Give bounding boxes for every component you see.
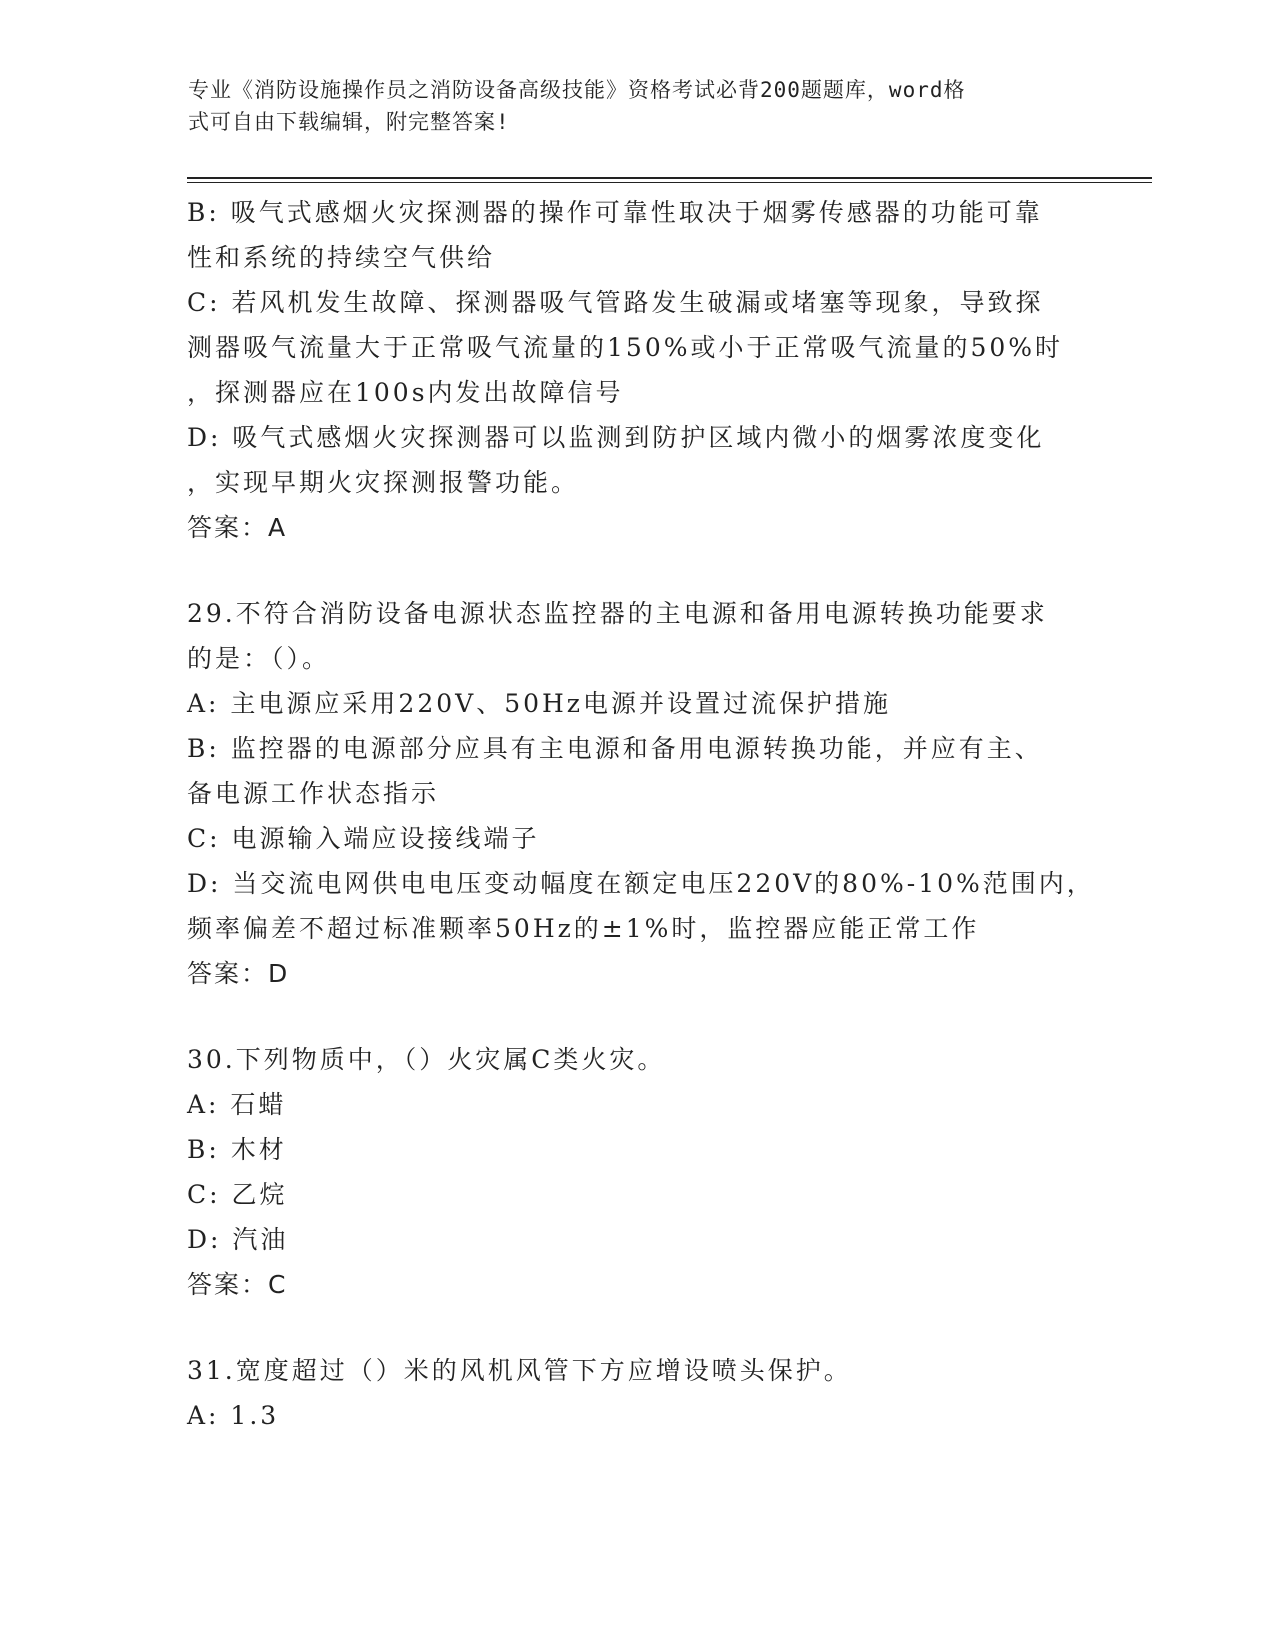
header-divider-thick (187, 177, 1152, 179)
question-content (187, 190, 1095, 1438)
q28-option-d-line-2: ，实现早期火灾探测报警功能。 (187, 468, 580, 497)
q31-stem: 31.宽度超过（）米的风机风管下方应增设喷头保护。 (187, 1356, 852, 1385)
q28-option-c-line-1: C: 若风机发生故障、探测器吸气管路发生破漏或堵塞等现象，导致探 (187, 288, 1044, 317)
q28-option-c-line-2: 测器吸气流量大于正常吸气流量的150%或小于正常吸气流量的50%时 (187, 333, 1064, 362)
q29-option-c: C: 电源输入端应设接线端子 (187, 824, 540, 853)
q28-option-d-line-1: D: 吸气式感烟火灾探测器可以监测到防护区域内微小的烟雾浓度变化 (187, 423, 1045, 452)
q29-option-d-line-2: 频率偏差不超过标准颗率50Hz的±1%时，监控器应能正常工作 (187, 914, 980, 943)
q30-answer: 答案：C (187, 1270, 288, 1299)
spacer (187, 550, 1087, 591)
q30-stem: 30.下列物质中，（）火灾属C类火灾。 (187, 1045, 666, 1074)
q29-answer: 答案：D (187, 959, 290, 988)
q29-option-b-line-1: B: 监控器的电源部分应具有主电源和备用电源转换功能，并应有主、 (187, 734, 1043, 763)
document-header (188, 74, 1068, 138)
q28-option-b-line-1: B: 吸气式感烟火灾探测器的操作可靠性取决于烟雾传感器的功能可靠 (187, 198, 1043, 227)
question-30-block (187, 1037, 1087, 1307)
header-line-2: 式可自由下载编辑，附完整答案! (188, 110, 510, 134)
q29-option-b-line-2: 备电源工作状态指示 (187, 779, 440, 808)
question-31-block (187, 1348, 1087, 1438)
spacer (187, 996, 1087, 1037)
q28-answer: 答案：A (187, 513, 288, 542)
q29-stem-line-1: 29.不符合消防设备电源状态监控器的主电源和备用电源转换功能要求 (187, 599, 1048, 628)
header-divider-thin (187, 182, 1152, 183)
q29-stem-line-2: 的是：（）。 (187, 644, 331, 673)
q28-option-c-line-3: ，探测器应在100s内发出故障信号 (187, 378, 624, 407)
q31-option-a: A: 1.3 (187, 1401, 280, 1430)
q30-option-b: B: 木材 (187, 1135, 287, 1164)
question-29-block (187, 591, 1095, 996)
spacer (187, 1307, 1087, 1348)
q30-option-d: D: 汽油 (187, 1225, 289, 1254)
header-line-1: 专业《消防设施操作员之消防设备高级技能》资格考试必背200题题库，word格 (188, 78, 966, 102)
q29-option-d-line-1: D: 当交流电网供电电压变动幅度在额定电压220V的80%-10%范围内， (187, 869, 1095, 898)
q29-option-a: A: 主电源应采用220V、50Hz电源并设置过流保护措施 (187, 689, 891, 718)
q28-option-b-line-2: 性和系统的持续空气供给 (187, 243, 496, 272)
q30-option-c: C: 乙烷 (187, 1180, 288, 1209)
q30-option-a: A: 石蜡 (187, 1090, 287, 1119)
question-28-block (187, 190, 1087, 550)
